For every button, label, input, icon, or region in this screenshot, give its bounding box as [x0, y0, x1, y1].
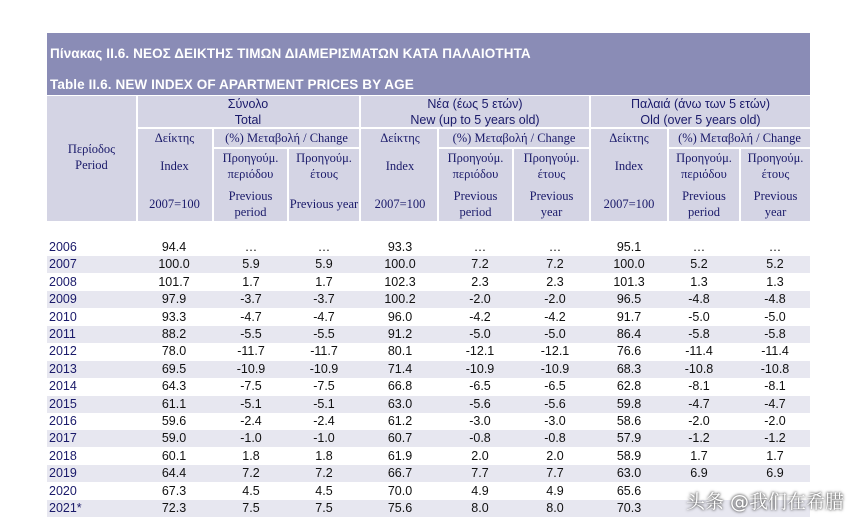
table-cell: 96.0	[387, 309, 413, 324]
table-cell: 59.8	[616, 396, 642, 411]
row-year: 2007	[49, 257, 77, 272]
table-cell: 66.7	[387, 466, 413, 481]
table-cell: 61.1	[161, 396, 187, 411]
table-cell: -5.8	[764, 327, 786, 341]
table-cell: -4.7	[313, 309, 335, 324]
index-base: 2007=100	[149, 197, 200, 211]
prev-year-english: Previous year	[289, 197, 359, 211]
table-cell: -1.2	[764, 431, 786, 446]
table-cell: 63.0	[616, 466, 642, 481]
table-cell: -12.1	[540, 344, 570, 359]
table-cell: 7.2	[471, 257, 489, 272]
table-cell: -3.7	[313, 292, 335, 307]
table-cell: 4.5	[315, 483, 333, 498]
table-cell: 7.7	[471, 466, 489, 481]
row-year: 2021*	[49, 501, 82, 515]
table-cell: 100.2	[384, 292, 416, 307]
table-cell: 6.9	[690, 466, 708, 481]
table-cell: 100.0	[384, 257, 416, 272]
table-cell: 6.9	[766, 466, 784, 481]
table-cell: 75.6	[387, 501, 413, 515]
prev-period-english-1: Previous	[682, 189, 726, 203]
table-cell: -2.0	[469, 292, 491, 307]
row-year: 2006	[49, 240, 77, 254]
table-cell: 68.3	[616, 361, 642, 376]
row-year: 2014	[49, 379, 77, 394]
table-cell: 67.3	[161, 483, 187, 498]
prev-year-greek-1: Προηγούμ.	[296, 151, 352, 165]
prev-year-english-2: year	[540, 205, 563, 219]
table-cell: -3.0	[544, 414, 566, 428]
row-year: 2015	[49, 396, 77, 411]
row-year: 2018	[49, 448, 77, 463]
table-cell: 64.4	[161, 466, 187, 481]
table-cell: 72.3	[161, 501, 187, 515]
table-cell: 4.9	[471, 483, 489, 498]
table-cell: -8.1	[688, 379, 710, 394]
table-cell: 95.1	[616, 240, 642, 254]
table-cell: 93.3	[387, 240, 413, 254]
row-year: 2013	[49, 361, 77, 376]
table-cell: -11.4	[761, 344, 789, 359]
table-cell: -1.2	[688, 431, 710, 446]
table-cell: …	[768, 240, 782, 254]
table-cell: 1.3	[690, 274, 708, 289]
row-year: 2009	[49, 292, 77, 307]
index-header-greek: Δείκτης	[380, 131, 420, 145]
index-header-greek: Δείκτης	[154, 131, 195, 145]
table-cell: 1.8	[315, 448, 333, 463]
prev-year-greek-2: έτους	[537, 167, 566, 181]
table-cell: 63.0	[387, 396, 413, 411]
table-cell: -7.5	[240, 379, 262, 394]
prev-year-english-1: Previous	[753, 189, 798, 203]
change-header: (%) Μεταβολή / Change	[452, 131, 576, 145]
table-cell: 100.0	[613, 257, 645, 272]
table-cell: -4.7	[240, 309, 262, 324]
table-cell: -10.8	[684, 361, 714, 376]
table-cell: -5.5	[313, 327, 335, 341]
table-cell: 61.2	[387, 414, 413, 428]
table-cell: -2.0	[688, 414, 710, 428]
table-cell: 60.7	[387, 431, 413, 446]
table-cell: -0.8	[469, 431, 491, 446]
table-cell: 1.7	[690, 448, 708, 463]
table-cell: 7.2	[242, 466, 260, 481]
table-cell: -5.0	[764, 309, 786, 324]
prev-period-english-2: period	[234, 205, 267, 219]
table-cell: 66.8	[387, 379, 413, 394]
table-title-greek: Πίνακας ΙΙ.6. ΝΕΟΣ ΔΕΙΚΤΗΣ ΤΙΜΩΝ ΔΙΑΜΕΡΙΣΜΑΤΩΝ ΚΑΤΑ ΠΑΛΑΙΟΤΗΤΑ	[50, 46, 531, 61]
table-cell: -8.1	[764, 379, 786, 394]
table-cell: -3.7	[240, 292, 262, 307]
table-cell: 1.7	[315, 274, 333, 289]
prev-period-english-1: Previous	[228, 189, 273, 203]
table-cell: -4.8	[688, 292, 710, 307]
table-cell: 94.4	[161, 240, 187, 254]
table-cell: -10.9	[465, 361, 495, 376]
table-cell: 70.3	[616, 501, 642, 515]
table-cell: -5.0	[688, 309, 710, 324]
table-cell: -5.1	[313, 396, 335, 411]
table-cell: -4.7	[764, 396, 786, 411]
watermark: 头条 @我们在希腊	[685, 491, 844, 513]
table-cell: -6.5	[544, 379, 566, 394]
row-year: 2011	[49, 327, 76, 341]
table-cell: -11.7	[310, 344, 338, 359]
table-cell: 2.0	[471, 448, 489, 463]
group-new-english: New (up to 5 years old)	[410, 113, 540, 127]
table-cell: -2.0	[544, 292, 566, 307]
table-cell: 91.7	[616, 309, 642, 324]
table-cell: 93.3	[161, 309, 187, 324]
table-cell: 61.9	[387, 448, 413, 463]
row-year: 2016	[49, 414, 77, 428]
index-header-english: Index	[160, 159, 189, 173]
table-cell: -10.9	[309, 361, 339, 376]
table-cell: 88.2	[161, 327, 187, 341]
table-cell: 7.2	[315, 466, 333, 481]
table-cell: 101.3	[613, 274, 645, 289]
prev-period-greek-1: Προηγούμ.	[676, 151, 732, 165]
period-header-greek: Περίοδος	[67, 142, 116, 156]
table-cell: -10.9	[540, 361, 570, 376]
prev-period-english-1: Previous	[453, 189, 498, 203]
table-cell: 4.9	[546, 483, 564, 498]
table-cell: 62.8	[616, 379, 642, 394]
prev-year-english-1: Previous	[529, 189, 574, 203]
table-cell: 65.6	[616, 483, 642, 498]
group-total-greek: Σύνολο	[227, 97, 269, 111]
row-year: 2008	[49, 274, 77, 289]
table-cell: -12.1	[465, 344, 495, 359]
table-cell: 2.3	[471, 274, 489, 289]
table-cell: -1.0	[240, 431, 262, 446]
table-cell: 7.7	[546, 466, 564, 481]
table-cell: -5.1	[240, 396, 262, 411]
table-cell: -1.0	[313, 431, 335, 446]
index-header-greek: Δείκτης	[609, 131, 649, 145]
table-cell: 59.0	[161, 431, 187, 446]
table-cell: -3.0	[469, 414, 491, 428]
prev-period-english-2: period	[688, 205, 720, 219]
table-cell: 80.1	[387, 344, 413, 359]
table-cell: 64.3	[161, 379, 187, 394]
prev-year-greek-2: έτους	[761, 167, 790, 181]
table-cell: …	[244, 240, 258, 254]
table-cell: -2.0	[764, 414, 786, 428]
group-total-english: Total	[234, 113, 262, 127]
table-cell: 71.4	[387, 361, 413, 376]
prev-period-english-2: period	[459, 205, 492, 219]
table-cell: 59.6	[161, 414, 187, 428]
table-cell: -0.8	[544, 431, 566, 446]
table-cell: …	[548, 240, 562, 254]
table-cell: 101.7	[158, 274, 190, 289]
prev-period-greek-1: Προηγούμ.	[222, 151, 279, 165]
group-old-greek: Παλαιά (άνω των 5 ετών)	[630, 97, 771, 111]
table-cell: 8.0	[546, 501, 564, 515]
table-cell: 5.2	[690, 257, 708, 272]
group-old-english: Old (over 5 years old)	[640, 113, 761, 127]
group-new-greek: Νέα (έως 5 ετών)	[427, 97, 523, 111]
table-cell: 7.2	[546, 257, 564, 272]
prev-period-greek-1: Προηγούμ.	[447, 151, 504, 165]
table-cell: -5.6	[544, 396, 566, 411]
table-cell: 5.9	[242, 257, 260, 272]
prev-year-greek-1: Προηγούμ.	[747, 151, 804, 165]
table-cell: 100.0	[158, 257, 190, 272]
row-year: 2019	[49, 466, 77, 481]
row-year: 2017	[49, 431, 77, 446]
row-year: 2010	[49, 309, 77, 324]
prev-year-greek-2: έτους	[310, 167, 338, 181]
table-cell: -5.8	[688, 327, 710, 341]
change-header: (%) Μεταβολή / Change	[678, 131, 801, 145]
table-cell: 58.6	[616, 414, 642, 428]
table-cell: 2.0	[546, 448, 564, 463]
table-cell: 97.9	[161, 292, 187, 307]
table-cell: -5.0	[469, 327, 491, 341]
table-cell: -5.6	[469, 396, 491, 411]
table-cell: 76.6	[616, 344, 642, 359]
table-cell: -7.5	[313, 379, 335, 394]
table-cell: 8.0	[471, 501, 489, 515]
table-cell: -2.4	[240, 414, 262, 428]
table-cell: 7.5	[315, 501, 333, 515]
prev-period-greek-2: περιόδου	[681, 167, 727, 181]
prev-year-english-2: year	[764, 205, 787, 219]
table-cell: 7.5	[242, 501, 260, 515]
table-cell: 91.2	[387, 327, 413, 341]
table-cell: -2.4	[313, 414, 335, 428]
table-cell: -4.2	[469, 309, 491, 324]
period-header-english: Period	[75, 158, 108, 172]
table-cell: -11.7	[237, 344, 265, 359]
table-cell: -5.5	[240, 327, 262, 341]
prev-year-greek-1: Προηγούμ.	[523, 151, 580, 165]
table-cell: -6.5	[469, 379, 491, 394]
change-header: (%) Μεταβολή / Change	[225, 131, 348, 145]
table-cell: -4.2	[544, 309, 566, 324]
index-base: 2007=100	[603, 197, 655, 211]
table-cell: 60.1	[161, 448, 187, 463]
table-cell: …	[473, 240, 487, 254]
table-cell: -5.0	[544, 327, 566, 341]
table-cell: 1.7	[766, 448, 784, 463]
table-cell: 1.3	[766, 274, 784, 289]
table-cell: -4.7	[688, 396, 710, 411]
table-cell: 5.2	[766, 257, 784, 272]
table-cell: 2.3	[546, 274, 564, 289]
table-cell: 69.5	[161, 361, 187, 376]
table-cell: -11.4	[685, 344, 713, 359]
table-cell: -4.8	[764, 292, 786, 307]
table-cell: 78.0	[161, 344, 187, 359]
table-cell: …	[692, 240, 706, 254]
prev-period-greek-2: περιόδου	[227, 167, 274, 181]
table-cell: 70.0	[387, 483, 413, 498]
index-header-english: Index	[385, 159, 415, 173]
index-header-english: Index	[614, 159, 644, 173]
table-cell: 86.4	[616, 327, 642, 341]
table-cell: 57.9	[616, 431, 642, 446]
table-cell: 1.7	[242, 274, 260, 289]
row-year: 2020	[49, 483, 77, 498]
table-cell: 58.9	[616, 448, 642, 463]
table-cell: 1.8	[242, 448, 260, 463]
table-cell: …	[317, 240, 331, 254]
table-cell: 4.5	[242, 483, 260, 498]
index-base: 2007=100	[374, 197, 426, 211]
table-cell: 102.3	[384, 274, 416, 289]
row-year: 2012	[49, 344, 77, 359]
table-title-band	[47, 33, 810, 95]
table-title-english: Table II.6. NEW INDEX OF APARTMENT PRICES BY AGE	[50, 77, 414, 92]
table-cell: 96.5	[616, 292, 642, 307]
table-cell: 5.9	[315, 257, 333, 272]
table-cell: -10.8	[760, 361, 790, 376]
prev-period-greek-2: περιόδου	[452, 167, 499, 181]
table-cell: -10.9	[236, 361, 266, 376]
